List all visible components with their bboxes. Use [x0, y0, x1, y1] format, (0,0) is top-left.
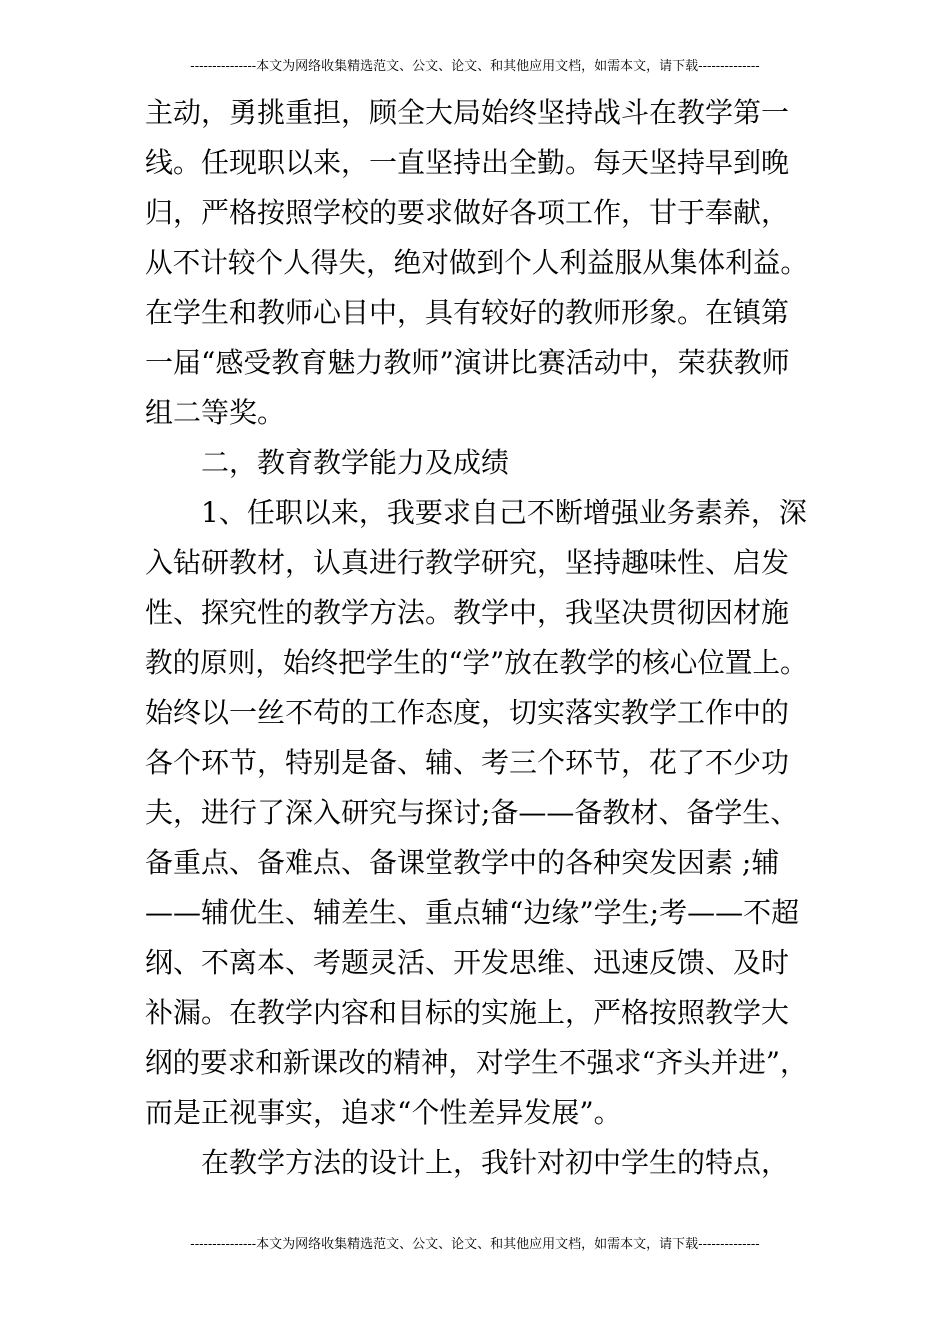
text-line: 性、探究性的教学方法。教学中，我坚决贯彻因材施 — [145, 596, 790, 629]
text-line: 一届“感受教育魅力教师”演讲比赛活动中，荣获教师 — [145, 346, 790, 379]
text-line: 入钻研教材，认真进行教学研究，坚持趣味性、启发 — [145, 546, 790, 579]
text-line: 补漏。在教学内容和目标的实施上，严格按照教学大 — [145, 996, 790, 1029]
text-line: 纲、不离本、考题灵活、开发思维、迅速反馈、及时 — [145, 946, 790, 979]
page-header: ---------------本文为网络收集精选范文、公文、论文、和其他应用文档，如需本文，请下载-------------- — [190, 59, 760, 74]
text-line: 备重点、备难点、备课堂教学中的各种突发因素 ;辅 — [145, 846, 780, 879]
text-line: 组二等奖。 — [145, 396, 286, 429]
text-line: ——辅优生、辅差生、重点辅“边缘”学生;考——不超 — [145, 896, 800, 929]
text-line: 从不计较个人得失，绝对做到个人利益服从集体利益。 — [145, 246, 809, 279]
text-line: 在教学方法的设计上，我针对初中学生的特点， — [201, 1146, 790, 1179]
text-line: 而是正视事实，追求“个性差异发展”。 — [145, 1096, 622, 1129]
page-footer: ---------------本文为网络收集精选范文、公文、论文、和其他应用文档，如需本文，请下载-------------- — [190, 1237, 760, 1252]
text-line: 在学生和教师心目中，具有较好的教师形象。在镇第 — [145, 296, 790, 329]
section-heading: 二，教育教学能力及成绩 — [201, 446, 510, 479]
text-line: 1、任职以来，我要求自己不断增强业务素养，深 — [201, 496, 807, 529]
text-line: 主动，勇挑重担，顾全大局始终坚持战斗在教学第一 — [145, 96, 790, 129]
text-line: 夫，进行了深入研究与探讨;备——备教材、备学生、 — [145, 796, 799, 829]
text-line: 始终以一丝不苟的工作态度，切实落实教学工作中的 — [145, 696, 790, 729]
text-line: 线。任现职以来，一直坚持出全勤。每天坚持早到晚 — [145, 146, 790, 179]
text-line: 教的原则，始终把学生的“学”放在教学的核心位置上。 — [145, 646, 808, 679]
text-line: 纲的要求和新课改的精神，对学生不强求“齐头并进”， — [145, 1046, 808, 1079]
text-line: 各个环节，特别是备、辅、考三个环节，花了不少功 — [145, 746, 790, 779]
text-line: 归，严格按照学校的要求做好各项工作，甘于奉献， — [145, 196, 790, 229]
